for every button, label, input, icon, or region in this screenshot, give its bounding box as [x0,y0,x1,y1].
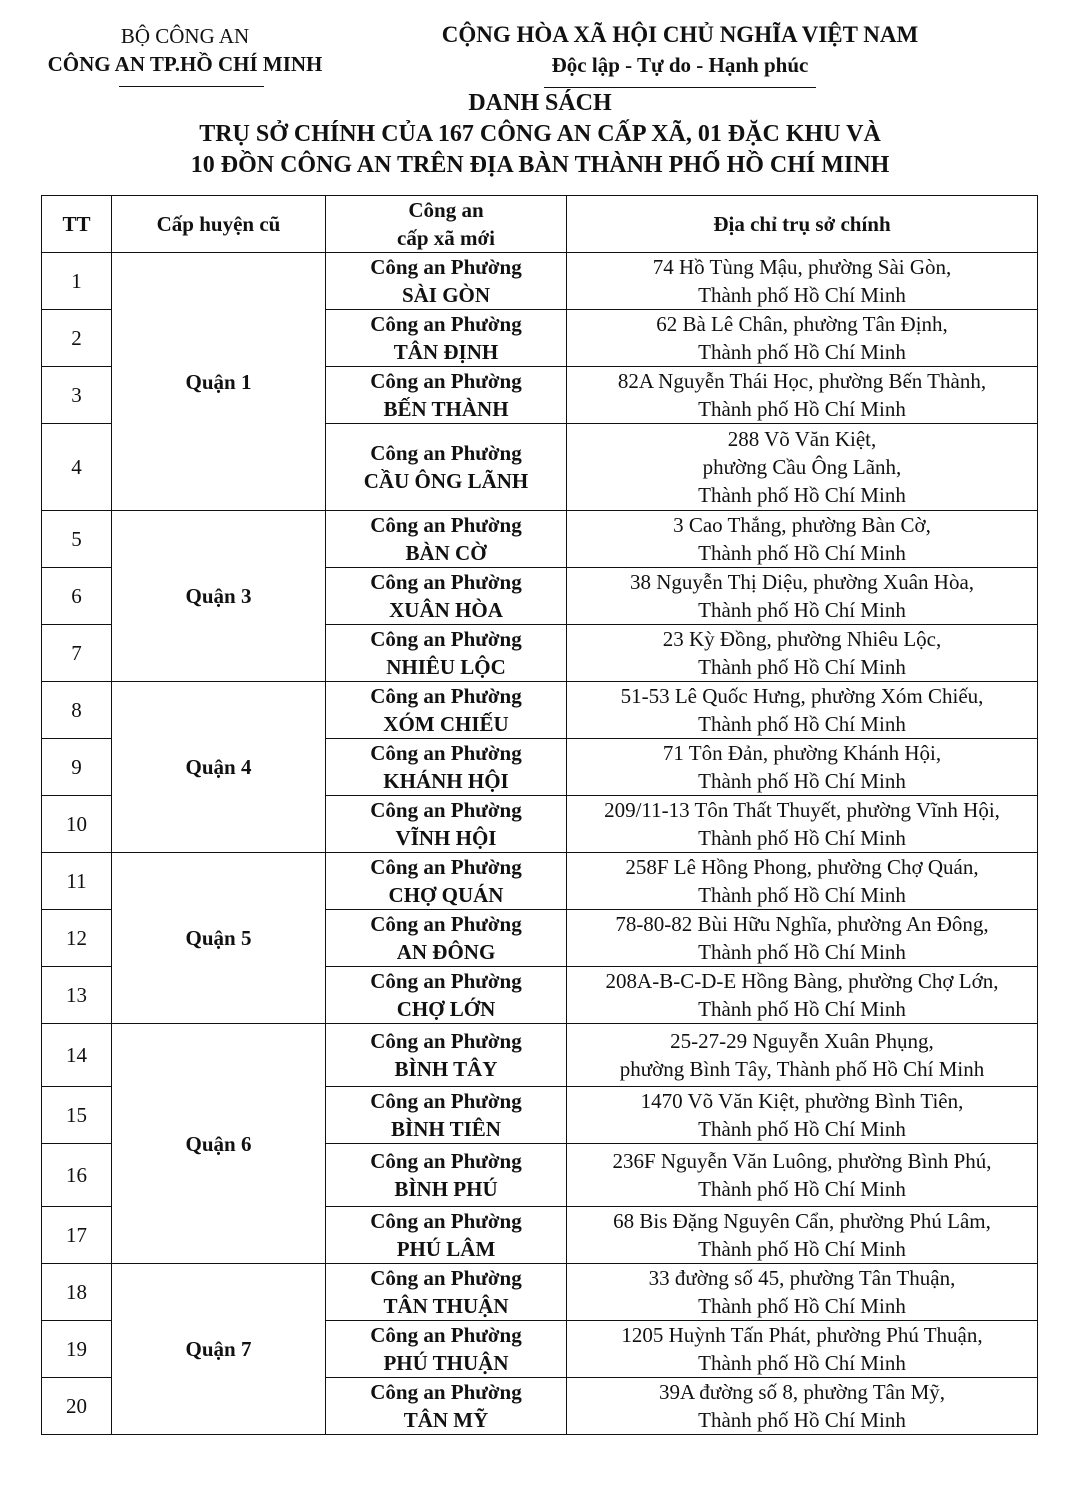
address-line: 3 Cao Thắng, phường Bàn Cờ, [673,513,931,537]
address-line: 78-80-82 Bùi Hữu Nghĩa, phường An Đông, [615,912,989,936]
address-cell [567,967,1038,1024]
ward-cell [326,1321,567,1378]
ward-prefix: Công an Phường [370,1149,522,1173]
row-number: 5 [42,511,112,568]
header-district: Cấp huyện cũ [112,196,326,253]
address-line: Thành phố Hồ Chí Minh [698,283,906,307]
document-title [0,88,1080,181]
ward-cell [326,1144,567,1207]
address-line: Thành phố Hồ Chí Minh [698,397,906,421]
ward-prefix: Công an Phường [370,798,522,822]
table-row [42,853,1038,910]
ward-name: NHIÊU LỘC [386,655,506,679]
address-line: 74 Hồ Tùng Mậu, phường Sài Gòn, [652,255,952,279]
ward-cell [326,568,567,625]
ward-prefix: Công an Phường [370,912,522,936]
ward-name: AN ĐÔNG [396,940,496,964]
address-line: 62 Bà Lê Chân, phường Tân Định, [656,312,948,336]
address-line: Thành phố Hồ Chí Minh [698,655,906,679]
title-line-1: DANH SÁCH [468,90,612,116]
header-ward-line1: Công an [408,198,484,222]
row-number: 7 [42,625,112,682]
ward-name: PHÚ LÂM [396,1237,496,1261]
ward-prefix: Công an Phường [370,255,522,279]
ward-prefix: Công an Phường [370,441,522,465]
ministry-name: BỘ CÔNG AN [120,24,250,48]
district-cell: Quận 4 [112,682,326,853]
ward-name: BÌNH PHÚ [394,1177,498,1201]
header-address: Địa chỉ trụ sở chính [567,196,1038,253]
ward-prefix: Công an Phường [370,1323,522,1347]
address-cell [567,568,1038,625]
address-line: Thành phố Hồ Chí Minh [698,1237,906,1261]
address-line: Thành phố Hồ Chí Minh [698,1408,906,1432]
ward-prefix: Công an Phường [370,1029,522,1053]
address-line: 258F Lê Hồng Phong, phường Chợ Quán, [625,855,979,879]
address-cell [567,253,1038,310]
ward-name: TÂN THUẬN [383,1294,509,1318]
ward-cell [326,310,567,367]
address-line: 209/11-13 Tôn Thất Thuyết, phường Vĩnh Hội, [604,798,1000,822]
district-cell: Quận 7 [112,1264,326,1435]
address-cell [567,1024,1038,1087]
header-tt: TT [42,196,112,253]
ward-name: PHÚ THUẬN [383,1351,509,1375]
ward-cell [326,1024,567,1087]
row-number: 2 [42,310,112,367]
table-row [42,511,1038,568]
ward-name: BÀN CỜ [405,541,487,565]
address-cell [567,1144,1038,1207]
address-line: phường Cầu Ông Lãnh, [702,455,902,479]
address-line: Thành phố Hồ Chí Minh [698,940,906,964]
ward-prefix: Công an Phường [370,1266,522,1290]
address-line: Thành phố Hồ Chí Minh [698,769,906,793]
ward-cell [326,424,567,511]
ward-name: BÌNH TÂY [394,1057,498,1081]
motto: Độc lập - Tự do - Hạnh phúc [551,53,809,77]
address-line: 23 Kỳ Đồng, phường Nhiêu Lộc, [662,627,942,651]
ward-cell [326,853,567,910]
ward-name: KHÁNH HỘI [383,769,509,793]
row-number: 3 [42,367,112,424]
issuing-agency [30,22,340,78]
ward-prefix: Công an Phường [370,969,522,993]
row-number: 14 [42,1024,112,1087]
address-line: 236F Nguyễn Văn Luông, phường Bình Phú, [612,1149,992,1173]
ward-prefix: Công an Phường [370,369,522,393]
ward-prefix: Công an Phường [370,855,522,879]
district-cell: Quận 1 [112,253,326,511]
ward-name: BÌNH TIÊN [391,1117,501,1141]
address-line: 39A đường số 8, phường Tân Mỹ, [658,1380,946,1404]
address-line: 71 Tôn Đản, phường Khánh Hội, [662,741,942,765]
row-number: 18 [42,1264,112,1321]
district-cell: Quận 3 [112,511,326,682]
row-number: 17 [42,1207,112,1264]
agency-underline [119,86,264,87]
ward-cell [326,796,567,853]
address-cell [567,739,1038,796]
agency-name: CÔNG AN TP.HỒ CHÍ MINH [47,52,323,76]
row-number: 9 [42,739,112,796]
table-body [42,253,1038,1435]
address-line: Thành phố Hồ Chí Minh [698,1177,906,1201]
address-line: Thành phố Hồ Chí Minh [698,598,906,622]
row-number: 19 [42,1321,112,1378]
ward-cell [326,625,567,682]
ward-prefix: Công an Phường [370,1209,522,1233]
address-line: 33 đường số 45, phường Tân Thuận, [648,1266,956,1290]
address-line: Thành phố Hồ Chí Minh [698,340,906,364]
address-cell [567,853,1038,910]
address-line: 208A-B-C-D-E Hồng Bàng, phường Chợ Lớn, [605,969,999,993]
header-ward [326,196,567,253]
address-line: Thành phố Hồ Chí Minh [698,1294,906,1318]
ward-prefix: Công an Phường [370,741,522,765]
title-line-3: 10 ĐỒN CÔNG AN TRÊN ĐỊA BÀN THÀNH PHỐ HỒ CHÍ MINH [190,152,890,178]
table-row [42,682,1038,739]
ward-prefix: Công an Phường [370,513,522,537]
ward-cell [326,739,567,796]
address-line: 288 Võ Văn Kiệt, [727,427,877,451]
address-line: Thành phố Hồ Chí Minh [698,712,906,736]
address-line: Thành phố Hồ Chí Minh [698,997,906,1021]
ward-name: CẦU ÔNG LÃNH [363,469,529,493]
ward-prefix: Công an Phường [370,312,522,336]
ward-cell [326,511,567,568]
ward-name: CHỢ QUÁN [388,883,504,907]
row-number: 1 [42,253,112,310]
address-cell [567,796,1038,853]
ward-name: SÀI GÒN [401,283,491,307]
address-line: Thành phố Hồ Chí Minh [698,883,906,907]
ward-name: TÂN ĐỊNH [393,340,499,364]
address-cell [567,511,1038,568]
ward-name: XUÂN HÒA [389,598,503,622]
ward-name: BẾN THÀNH [383,397,509,421]
address-line: 1470 Võ Văn Kiệt, phường Bình Tiên, [640,1089,964,1113]
ward-prefix: Công an Phường [370,1380,522,1404]
address-cell [567,1087,1038,1144]
ward-cell [326,967,567,1024]
ward-cell [326,1264,567,1321]
ward-prefix: Công an Phường [370,684,522,708]
address-line: Thành phố Hồ Chí Minh [698,826,906,850]
ward-prefix: Công an Phường [370,570,522,594]
address-cell [567,424,1038,511]
table-row [42,1264,1038,1321]
national-motto [400,20,960,80]
header-ward-line2: cấp xã mới [397,226,495,250]
row-number: 4 [42,424,112,511]
ward-cell [326,1087,567,1144]
ward-cell [326,1207,567,1264]
address-cell [567,1264,1038,1321]
row-number: 13 [42,967,112,1024]
ward-prefix: Công an Phường [370,1089,522,1113]
address-line: Thành phố Hồ Chí Minh [698,1117,906,1141]
address-line: Thành phố Hồ Chí Minh [698,483,906,507]
address-cell [567,682,1038,739]
address-cell [567,625,1038,682]
ward-name: XÓM CHIẾU [383,712,509,736]
ward-name: TÂN MỸ [403,1408,489,1432]
address-cell [567,1321,1038,1378]
district-cell: Quận 6 [112,1024,326,1264]
ward-name: VĨNH HỘI [395,826,497,850]
row-number: 12 [42,910,112,967]
ward-cell [326,910,567,967]
row-number: 6 [42,568,112,625]
address-cell [567,1207,1038,1264]
row-number: 11 [42,853,112,910]
table-row [42,253,1038,310]
ward-cell [326,682,567,739]
address-line: 68 Bis Đặng Nguyên Cẩn, phường Phú Lâm, [613,1209,991,1233]
ward-cell [326,1378,567,1435]
address-cell [567,367,1038,424]
row-number: 16 [42,1144,112,1207]
district-cell: Quận 5 [112,853,326,1024]
table-row [42,1024,1038,1087]
police-station-table [41,195,1038,1435]
table-header-row [42,196,1038,253]
row-number: 8 [42,682,112,739]
ward-cell [326,367,567,424]
address-line: phường Bình Tây, Thành phố Hồ Chí Minh [619,1057,985,1081]
row-number: 20 [42,1378,112,1435]
address-line: 82A Nguyễn Thái Học, phường Bến Thành, [617,369,987,393]
ward-cell [326,253,567,310]
row-number: 15 [42,1087,112,1144]
address-cell [567,910,1038,967]
address-line: Thành phố Hồ Chí Minh [698,1351,906,1375]
address-cell [567,1378,1038,1435]
address-line: 1205 Huỳnh Tấn Phát, phường Phú Thuận, [621,1323,983,1347]
title-line-2: TRỤ SỞ CHÍNH CỦA 167 CÔNG AN CẤP XÃ, 01 ĐẶC KHU VÀ [199,121,881,147]
address-line: 38 Nguyễn Thị Diệu, phường Xuân Hòa, [629,570,975,594]
ward-name: CHỢ LỚN [396,997,496,1021]
row-number: 10 [42,796,112,853]
country-name: CỘNG HÒA XÃ HỘI CHỦ NGHĨA VIỆT NAM [441,22,919,47]
address-cell [567,310,1038,367]
address-line: 25-27-29 Nguyễn Xuân Phụng, [670,1029,934,1053]
address-line: Thành phố Hồ Chí Minh [698,541,906,565]
address-line: 51-53 Lê Quốc Hưng, phường Xóm Chiếu, [620,684,984,708]
ward-prefix: Công an Phường [370,627,522,651]
